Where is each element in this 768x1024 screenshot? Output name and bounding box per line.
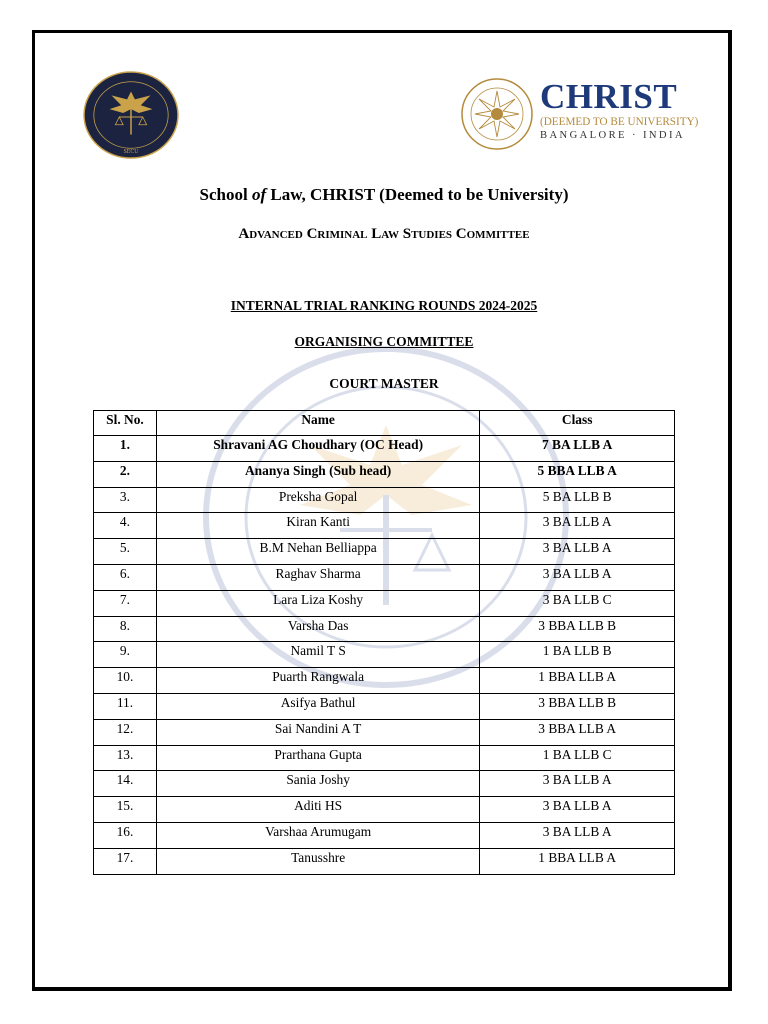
cell-name: Prarthana Gupta xyxy=(156,745,479,771)
column-header-class: Class xyxy=(480,411,675,436)
table-row xyxy=(94,693,675,719)
cell-name: Raghav Sharma xyxy=(156,564,479,590)
table-row xyxy=(94,513,675,539)
roster-body xyxy=(94,436,675,875)
cell-name: Sania Joshy xyxy=(156,771,479,797)
cell-name: Aditi HS xyxy=(156,797,479,823)
table-row xyxy=(94,590,675,616)
cell-class: 3 BA LLB A xyxy=(480,771,675,797)
cell-class: 5 BA LLB B xyxy=(480,487,675,513)
cell-class: 3 BA LLB A xyxy=(480,797,675,823)
table-header-row xyxy=(94,411,675,436)
cell-sl-no: 17. xyxy=(94,848,157,874)
table-row xyxy=(94,564,675,590)
role-heading: COURT MASTER xyxy=(329,376,439,391)
table-row xyxy=(94,461,675,487)
cell-name: Asifya Bathul xyxy=(156,693,479,719)
cell-sl-no: 6. xyxy=(94,564,157,590)
table-row xyxy=(94,539,675,565)
section-heading: ORGANISING COMMITTEE xyxy=(294,334,474,349)
cell-class: 3 BBA LLB B xyxy=(480,616,675,642)
table-row xyxy=(94,668,675,694)
seal-abbrev: SECU xyxy=(123,149,139,156)
cell-class: 3 BBA LLB A xyxy=(480,719,675,745)
cell-class: 3 BA LLB A xyxy=(480,822,675,848)
cell-name: Kiran Kanti xyxy=(156,513,479,539)
table-row xyxy=(94,642,675,668)
cell-name: Preksha Gopal xyxy=(156,487,479,513)
table-row xyxy=(94,719,675,745)
column-header-sl-no: Sl. No. xyxy=(94,411,157,436)
event-heading: INTERNAL TRIAL RANKING ROUNDS 2024-2025 xyxy=(230,298,538,313)
cell-name: Puarth Rangwala xyxy=(156,668,479,694)
cell-class: 3 BA LLB A xyxy=(480,564,675,590)
cell-sl-no: 7. xyxy=(94,590,157,616)
cell-sl-no: 13. xyxy=(94,745,157,771)
cell-sl-no: 1. xyxy=(94,436,157,462)
christ-emblem-logo xyxy=(459,77,535,151)
table-row xyxy=(94,822,675,848)
cell-sl-no: 3. xyxy=(94,487,157,513)
cell-class: 3 BBA LLB B xyxy=(480,693,675,719)
cell-sl-no: 2. xyxy=(94,461,157,487)
cell-name: Shravani AG Choudhary (OC Head) xyxy=(156,436,479,462)
cell-sl-no: 11. xyxy=(94,693,157,719)
cell-class: 1 BA LLB C xyxy=(480,745,675,771)
cell-name: B.M Nehan Belliappa xyxy=(156,539,479,565)
cell-sl-no: 8. xyxy=(94,616,157,642)
page-title: School of Law, CHRIST (Deemed to be University) xyxy=(199,185,569,204)
table-row xyxy=(94,616,675,642)
cell-name: Tanusshre xyxy=(156,848,479,874)
cell-class: 1 BBA LLB A xyxy=(480,848,675,874)
table-row xyxy=(94,745,675,771)
cell-name: Varshaa Arumugam xyxy=(156,822,479,848)
column-header-name: Name xyxy=(156,411,479,436)
cell-sl-no: 9. xyxy=(94,642,157,668)
cell-class: 1 BBA LLB A xyxy=(480,668,675,694)
cell-sl-no: 16. xyxy=(94,822,157,848)
committee-name: Advanced Criminal Law Studies Committee xyxy=(238,226,530,242)
christ-location: BANGALORE · INDIA xyxy=(540,130,685,141)
cell-class: 3 BA LLB C xyxy=(480,590,675,616)
cell-class: 7 BA LLB A xyxy=(480,436,675,462)
acls-seal-logo xyxy=(82,70,180,160)
table-row xyxy=(94,848,675,874)
table-row xyxy=(94,436,675,462)
table-row xyxy=(94,797,675,823)
cell-sl-no: 5. xyxy=(94,539,157,565)
cell-name: Sai Nandini A T xyxy=(156,719,479,745)
table-row xyxy=(94,487,675,513)
cell-name: Varsha Das xyxy=(156,616,479,642)
cell-name: Namil T S xyxy=(156,642,479,668)
cell-class: 3 BA LLB A xyxy=(480,539,675,565)
cell-sl-no: 12. xyxy=(94,719,157,745)
cell-class: 1 BA LLB B xyxy=(480,642,675,668)
cell-name: Ananya Singh (Sub head) xyxy=(156,461,479,487)
cell-sl-no: 4. xyxy=(94,513,157,539)
christ-subtitle: (DEEMED TO BE UNIVERSITY) xyxy=(540,116,699,128)
christ-wordmark: CHRIST xyxy=(540,77,678,116)
cell-name: Lara Liza Koshy xyxy=(156,590,479,616)
cell-sl-no: 14. xyxy=(94,771,157,797)
cell-sl-no: 15. xyxy=(94,797,157,823)
table-row xyxy=(94,771,675,797)
cell-sl-no: 10. xyxy=(94,668,157,694)
cell-class: 3 BA LLB A xyxy=(480,513,675,539)
roster-table xyxy=(93,410,675,875)
cell-class: 5 BBA LLB A xyxy=(480,461,675,487)
